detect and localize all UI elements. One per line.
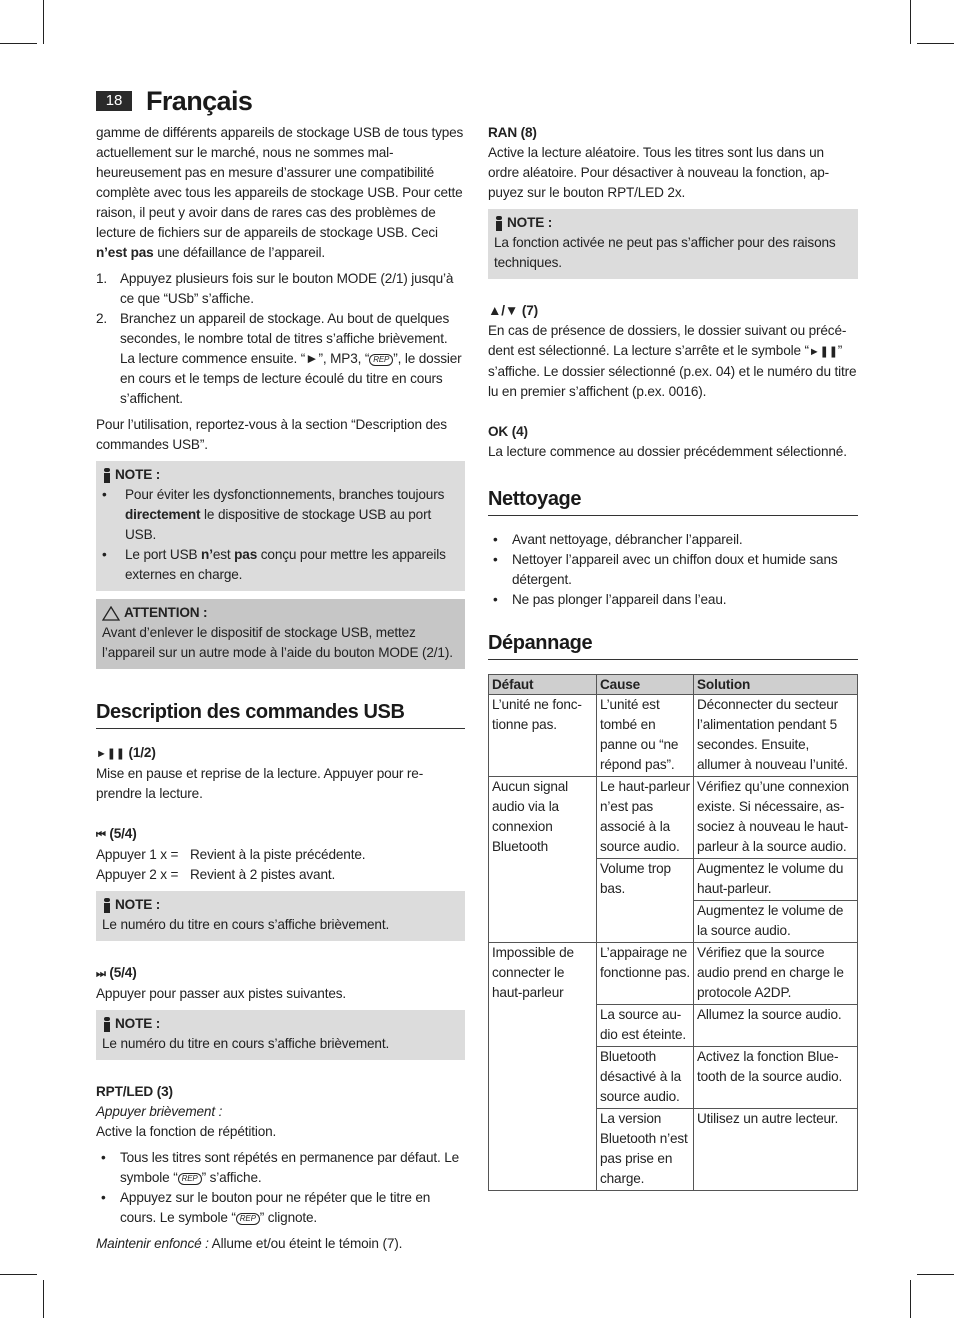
info-icon xyxy=(494,216,504,231)
note-box: NOTE : • Pour éviter les dysfonctionnements, branches toujours directement le dispositive de stockage USB au port USB. • Le port USB n’est pas conçu pour mettre les appareils externes en charge. xyxy=(96,461,465,591)
repeat-icon: REP xyxy=(178,1173,202,1185)
updown-heading: ▲/▼ (7) xyxy=(488,303,539,318)
crop-mark xyxy=(43,0,44,44)
crop-mark xyxy=(917,1274,954,1275)
intro-paragraph: gamme de différents appareils de stockage USB de tous types actuellement sur le marché, nous ne sommes mal-heureusement pas en mesure d’assurer une compatibilité complète avec tous les appareils de stockage USB. Pour cette raison, il peut y avoir dans de rares cas des problèmes de lecture de fichiers sur de appareils de stockage USB. Ceci n’est pas une défaillance de l’appareil. xyxy=(96,125,464,260)
right-column: RAN (8) Active la lecture aléatoire. Tous les titres sont lus dans un ordre aléatoire. Pour désactiver à nouveau la fonction, ap-puyez sur le bouton RPT/LED 2x. NOTE : La fonction activée ne peut pas s’afficher pour des raisons techniques. ▲/▼ (7) En cas de présence de dossiers, le dossier suivant ou précé-dent est sélectionné. La lecture s’arrête et le symbole “►❚❚” s’affiche. Le dossier sélectionné (p.ex. 04) et le numéro du titre lu en premier s’affichent (p.ex. 0016). OK (4) La lecture commence au dossier précédemment sélectionné. Nettoyage • Avant nettoyage, débrancher l’appareil. • Nettoyer l’appareil avec un chiffon doux et humide sans détergent. • Ne pas plonger l’appareil dans l’eau. Dépannage Défaut Cause Solution L’unité ne fonc-tionne pas. L’unité est tombé en panne ou “ne répond pas”. Déconnecter du secteur l’alimentation pendant 5 secondes. Ensuite, allumer à nouveau l’unité. Aucun signal audio via la connexion Bluetooth Le haut-parleur n’est pas associé à la source audio. Vérifiez qu’une connexion existe. Si nécessaire, as-sociez à nouveau le haut-parleur à la source audio. Volume trop bas. Augmentez le volume du haut-parleur. Augmentez le volume de la source audio. Impossible de connecter le haut-parleur L’appairage ne fonctionne pas. Vérifiez que la source audio prend en charge le protocole A2DP. La source au-dio est éteinte. Allumez la source audio. Bluetooth désactivé à la source audio. Activez la fonction Blue-tooth de la source audio. La version Bluetooth n’est pas prise en charge. Utilisez un autre lecteur. xyxy=(488,123,858,1191)
cleaning-list xyxy=(488,530,858,610)
table-cell: Le haut-parleur n’est pas associé à la source audio. xyxy=(597,777,694,859)
table-cell: L’unité ne fonc-tionne pas. xyxy=(489,695,597,777)
page-number: 18 xyxy=(96,91,132,111)
crop-mark xyxy=(0,1274,37,1275)
table-cell: Vérifiez que la source audio prend en charge le protocole A2DP. xyxy=(694,943,858,1005)
table-cell: La source au-dio est éteinte. xyxy=(597,1005,694,1047)
table-cell: L’unité est tombé en panne ou “ne répond pas”. xyxy=(597,695,694,777)
usage-reference: Pour l’utilisation, reportez-vous à la section “Description des commandes USB”. xyxy=(96,417,447,452)
table-cell: La version Bluetooth n’est pas prise en charge. xyxy=(597,1109,694,1191)
play-pause-icon: ►❚❚ xyxy=(96,748,125,760)
rpt-list xyxy=(96,1148,465,1228)
repeat-icon: REP xyxy=(369,354,393,366)
table-cell: Utilisez un autre lecteur. xyxy=(694,1109,858,1191)
rpt-heading: RPT/LED (3) xyxy=(96,1084,173,1099)
list-item: • Pour éviter les dysfonctionnements, branches toujours directement le dispositive de stockage USB au port USB. xyxy=(102,485,459,545)
repeat-icon: REP xyxy=(236,1213,260,1225)
list-item: • Ne pas plonger l’appareil dans l’eau. xyxy=(488,590,858,610)
table-cell: Augmentez le volume de la source audio. xyxy=(694,901,858,943)
table-header-row xyxy=(489,675,858,695)
list-item: • Avant nettoyage, débrancher l’appareil. xyxy=(488,530,858,550)
play-pause-icon: ►❚❚ xyxy=(808,346,838,358)
left-column: gamme de différents appareils de stockage USB de tous types actuellement sur le marché, nous ne sommes mal-heureusement pas en mesure d’assurer une compatibilité complète avec tous les appareils de stockage USB. Pour cette raison, il peut y avoir dans de rares cas des problèmes de lecture de fichiers sur de appareils de stockage USB. Ceci n’est pas une défaillance de l’appareil. 1. Appuyez plusieurs fois sur le bouton MODE (2/1) jusqu’à ce que “USb” s’affiche. 2. Branchez un appareil de stockage. Au bout de quelques secondes, le nombre total de titres s’affiche brièvement. La lecture commence ensuite. “►”, MP3, “ REP ”, le dossier en cours et le temps de lecture écoulé du titre en cours s’affichent. Pour l’utilisation, reportez-vous à la section “Description des commandes USB”. NOTE : • Pour éviter les dysfonctionnements, branches toujours directement le dispositive de stockage USB au port USB. • Le port USB n’est pas conçu pour mettre les appareils externes en charge. ATTENTION : Avant d’enlever le dispositif de stockage USB, mettez l’appareil sur un autre mode à l’aide du bouton MODE (2/1). Description des commandes USB ►❚❚ (1/2) Mise en pause et reprise de la lecture. Appuyer pour re-prendre la lecture. ⏮ (5/4) Appuyer 1 x = Revient à la piste précédente. Appuyer 2 x = Revient à 2 pistes avant. NOTE : Le numéro du titre en cours s’affiche brièvement. ⏭ (5/4) Appuyer pour passer aux pistes suivantes. NOTE : Le numéro du titre en cours s’affiche brièvement. RPT/LED (3) Appuyer brièvement : Active la fonction de répétition. • Tous les titres sont répétés en permanence par défaut. Le symbole “ REP ” s’affiche. • Appuyez sur le bouton pour ne répéter que le titre en cours. Le symbole “ REP ” clignote. Maintenir enfoncé : Allume et/ou éteint le témoin (7). xyxy=(96,123,465,1260)
info-icon xyxy=(102,898,112,913)
table-cell: Volume trop bas. xyxy=(597,859,694,943)
list-item: 1. Appuyez plusieurs fois sur le bouton MODE (2/1) jusqu’à ce que “USb” s’affiche. xyxy=(96,271,454,306)
info-icon xyxy=(102,468,112,483)
note-box: NOTE : La fonction activée ne peut pas s’afficher pour des raisons techniques. xyxy=(488,209,858,279)
crop-mark xyxy=(910,1280,911,1318)
note-box: NOTE : Le numéro du titre en cours s’affiche brièvement. xyxy=(96,891,465,941)
skip-forward-icon: ⏭ xyxy=(96,968,106,980)
troubleshooting-table xyxy=(488,674,858,1191)
column-header: Défaut xyxy=(489,675,597,695)
list-item: • Le port USB n’est pas conçu pour mettre les appareils externes en charge. xyxy=(102,545,459,585)
table-cell: L’appairage ne fonctionne pas. xyxy=(597,943,694,1005)
table-cell: Déconnecter du secteur l’alimentation pendant 5 secondes. Ensuite, allumer à nouveau l’unité. xyxy=(694,695,858,777)
list-item: 2. Branchez un appareil de stockage. Au bout de quelques secondes, le nombre total de titres s’affiche brièvement. La lecture commence ensuite. “►”, MP3, “ REP ”, le dossier en cours et le temps de lecture écoulé du titre en cours s’affichent. xyxy=(96,311,462,406)
skip-back-icon: ⏮ xyxy=(96,829,106,841)
table-row xyxy=(489,777,858,859)
note-box: NOTE : Le numéro du titre en cours s’affiche brièvement. xyxy=(96,1010,465,1060)
list-item: • Appuyez sur le bouton pour ne répéter que le titre en cours. Le symbole “ REP ” clignote. xyxy=(96,1188,465,1228)
cleaning-title: Nettoyage xyxy=(488,486,858,516)
table-row xyxy=(489,943,858,1005)
troubleshooting-title: Dépannage xyxy=(488,630,858,660)
ran-heading: RAN (8) xyxy=(488,125,537,140)
previous-heading: ⏮ (5/4) xyxy=(96,826,137,841)
list-item: • Nettoyer l’appareil avec un chiffon doux et humide sans détergent. xyxy=(488,550,858,590)
crop-mark xyxy=(0,43,37,44)
page-title: Français xyxy=(146,86,253,116)
crop-mark xyxy=(43,1280,44,1318)
play-pause-heading: ►❚❚ (1/2) xyxy=(96,745,156,760)
list-item: • Tous les titres sont répétés en permanence par défaut. Le symbole “ REP ” s’affiche. xyxy=(96,1148,465,1188)
table-cell: Activez la fonction Blue-tooth de la source audio. xyxy=(694,1047,858,1109)
ok-heading: OK (4) xyxy=(488,424,528,439)
steps-list xyxy=(96,269,465,409)
table-cell: Bluetooth désactivé à la source audio. xyxy=(597,1047,694,1109)
play-icon: ► xyxy=(305,351,319,366)
crop-mark xyxy=(917,43,954,44)
table-cell: Impossible de connecter le haut-parleur xyxy=(489,943,597,1191)
table-cell: Vérifiez qu’une connexion existe. Si nécessaire, as-sociez à nouveau le haut-parleur à la source audio. xyxy=(694,777,858,859)
table-cell: Aucun signal audio via la connexion Bluetooth xyxy=(489,777,597,943)
crop-mark xyxy=(910,0,911,44)
table-cell: Augmentez le volume du haut-parleur. xyxy=(694,859,858,901)
warning-triangle-icon xyxy=(102,606,120,621)
next-heading: ⏭ (5/4) xyxy=(96,965,137,980)
section-title: Description des commandes USB xyxy=(96,699,465,729)
attention-box: ATTENTION : Avant d’enlever le dispositif de stockage USB, mettez l’appareil sur un autre mode à l’aide du bouton MODE (2/1). xyxy=(96,599,465,669)
table-row xyxy=(489,695,858,777)
table-cell: Allumez la source audio. xyxy=(694,1005,858,1047)
column-header: Solution xyxy=(694,675,858,695)
info-icon xyxy=(102,1017,112,1032)
column-header: Cause xyxy=(597,675,694,695)
